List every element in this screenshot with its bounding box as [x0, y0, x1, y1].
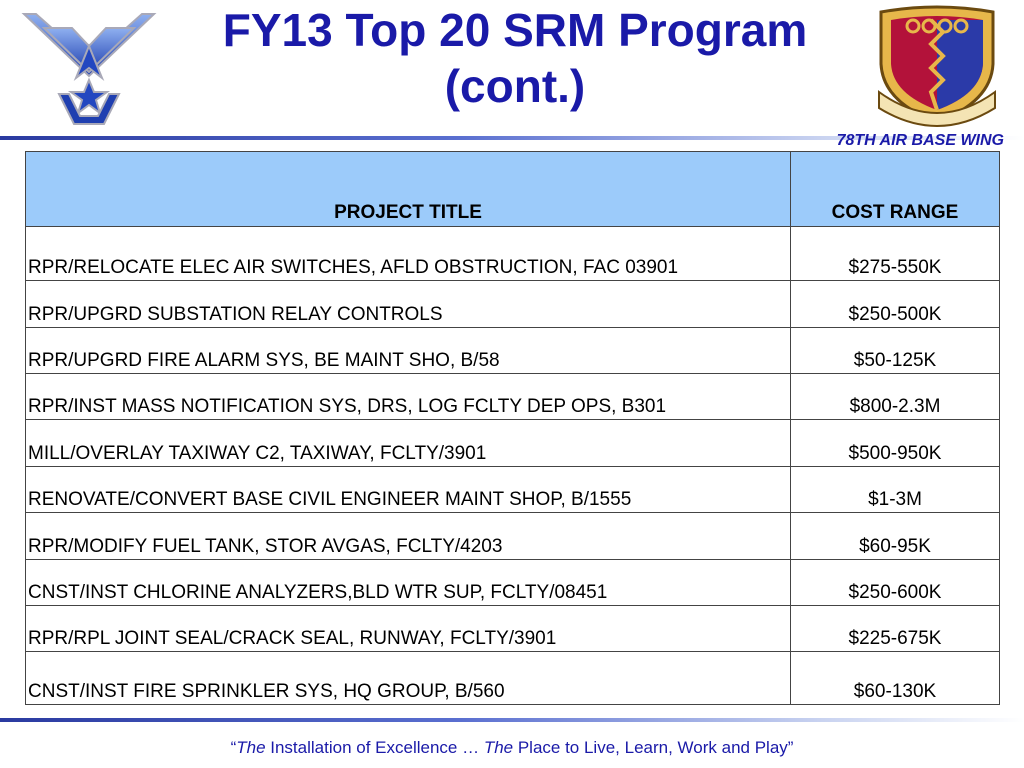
table-row	[26, 467, 1000, 513]
srm-table	[25, 151, 1000, 705]
footer-slogan	[0, 738, 1024, 758]
table-row	[26, 281, 1000, 328]
footer-open-quote: “	[230, 738, 237, 757]
project-title-cell: RENOVATE/CONVERT BASE CIVIL ENGINEER MAINT SHOP, B/1555	[26, 467, 791, 513]
cost-range-cell: $500-950K	[791, 420, 1000, 467]
cost-range-cell: $225-675K	[791, 606, 1000, 652]
cost-range-cell: $800-2.3M	[791, 374, 1000, 420]
column-header-cost-range: COST RANGE	[791, 152, 1000, 227]
project-title-cell: RPR/RPL JOINT SEAL/CRACK SEAL, RUNWAY, FCLTY/3901	[26, 606, 791, 652]
project-title-cell: RPR/INST MASS NOTIFICATION SYS, DRS, LOG FCLTY DEP OPS, B301	[26, 374, 791, 420]
page-title-line1: FY13 Top 20 SRM Program	[222, 4, 808, 56]
table-row	[26, 374, 1000, 420]
table-row	[26, 560, 1000, 606]
footer-part-2: Place to Live, Learn, Work and Play”	[513, 738, 794, 757]
page-title-line2: (cont.)	[444, 60, 586, 112]
org-name: 78TH AIR BASE WING	[836, 132, 1004, 149]
footer-the-2: The	[483, 738, 514, 757]
cost-range-cell: $275-550K	[791, 227, 1000, 281]
cost-range-cell: $60-130K	[791, 652, 1000, 705]
cost-range-cell: $250-600K	[791, 560, 1000, 606]
table-row	[26, 328, 1000, 374]
air-force-emblem-icon	[14, 6, 164, 128]
project-title-cell: MILL/OVERLAY TAXIWAY C2, TAXIWAY, FCLTY/3901	[26, 420, 791, 467]
footer-rule	[0, 718, 1024, 722]
project-title-cell: CNST/INST FIRE SPRINKLER SYS, HQ GROUP, B/560	[26, 652, 791, 705]
table-header-row	[26, 152, 1000, 227]
table-row	[26, 227, 1000, 281]
footer-the-1: The	[236, 738, 266, 757]
cost-range-cell: $1-3M	[791, 467, 1000, 513]
page-title	[170, 2, 860, 114]
project-title-cell: CNST/INST CHLORINE ANALYZERS,BLD WTR SUP, FCLTY/08451	[26, 560, 791, 606]
project-title-cell: RPR/UPGRD FIRE ALARM SYS, BE MAINT SHO, B/58	[26, 328, 791, 374]
table-row	[26, 420, 1000, 467]
footer-part-1: Installation of Excellence …	[265, 738, 484, 757]
project-title-cell: RPR/RELOCATE ELEC AIR SWITCHES, AFLD OBSTRUCTION, FAC 03901	[26, 227, 791, 281]
table-row	[26, 652, 1000, 705]
table-row	[26, 606, 1000, 652]
project-title-cell: RPR/UPGRD SUBSTATION RELAY CONTROLS	[26, 281, 791, 328]
column-header-project-title: PROJECT TITLE	[26, 152, 791, 227]
project-title-cell: RPR/MODIFY FUEL TANK, STOR AVGAS, FCLTY/4203	[26, 513, 791, 560]
wing-shield-emblem-icon	[873, 4, 1001, 130]
cost-range-cell: $60-95K	[791, 513, 1000, 560]
cost-range-cell: $250-500K	[791, 281, 1000, 328]
cost-range-cell: $50-125K	[791, 328, 1000, 374]
table-row	[26, 513, 1000, 560]
